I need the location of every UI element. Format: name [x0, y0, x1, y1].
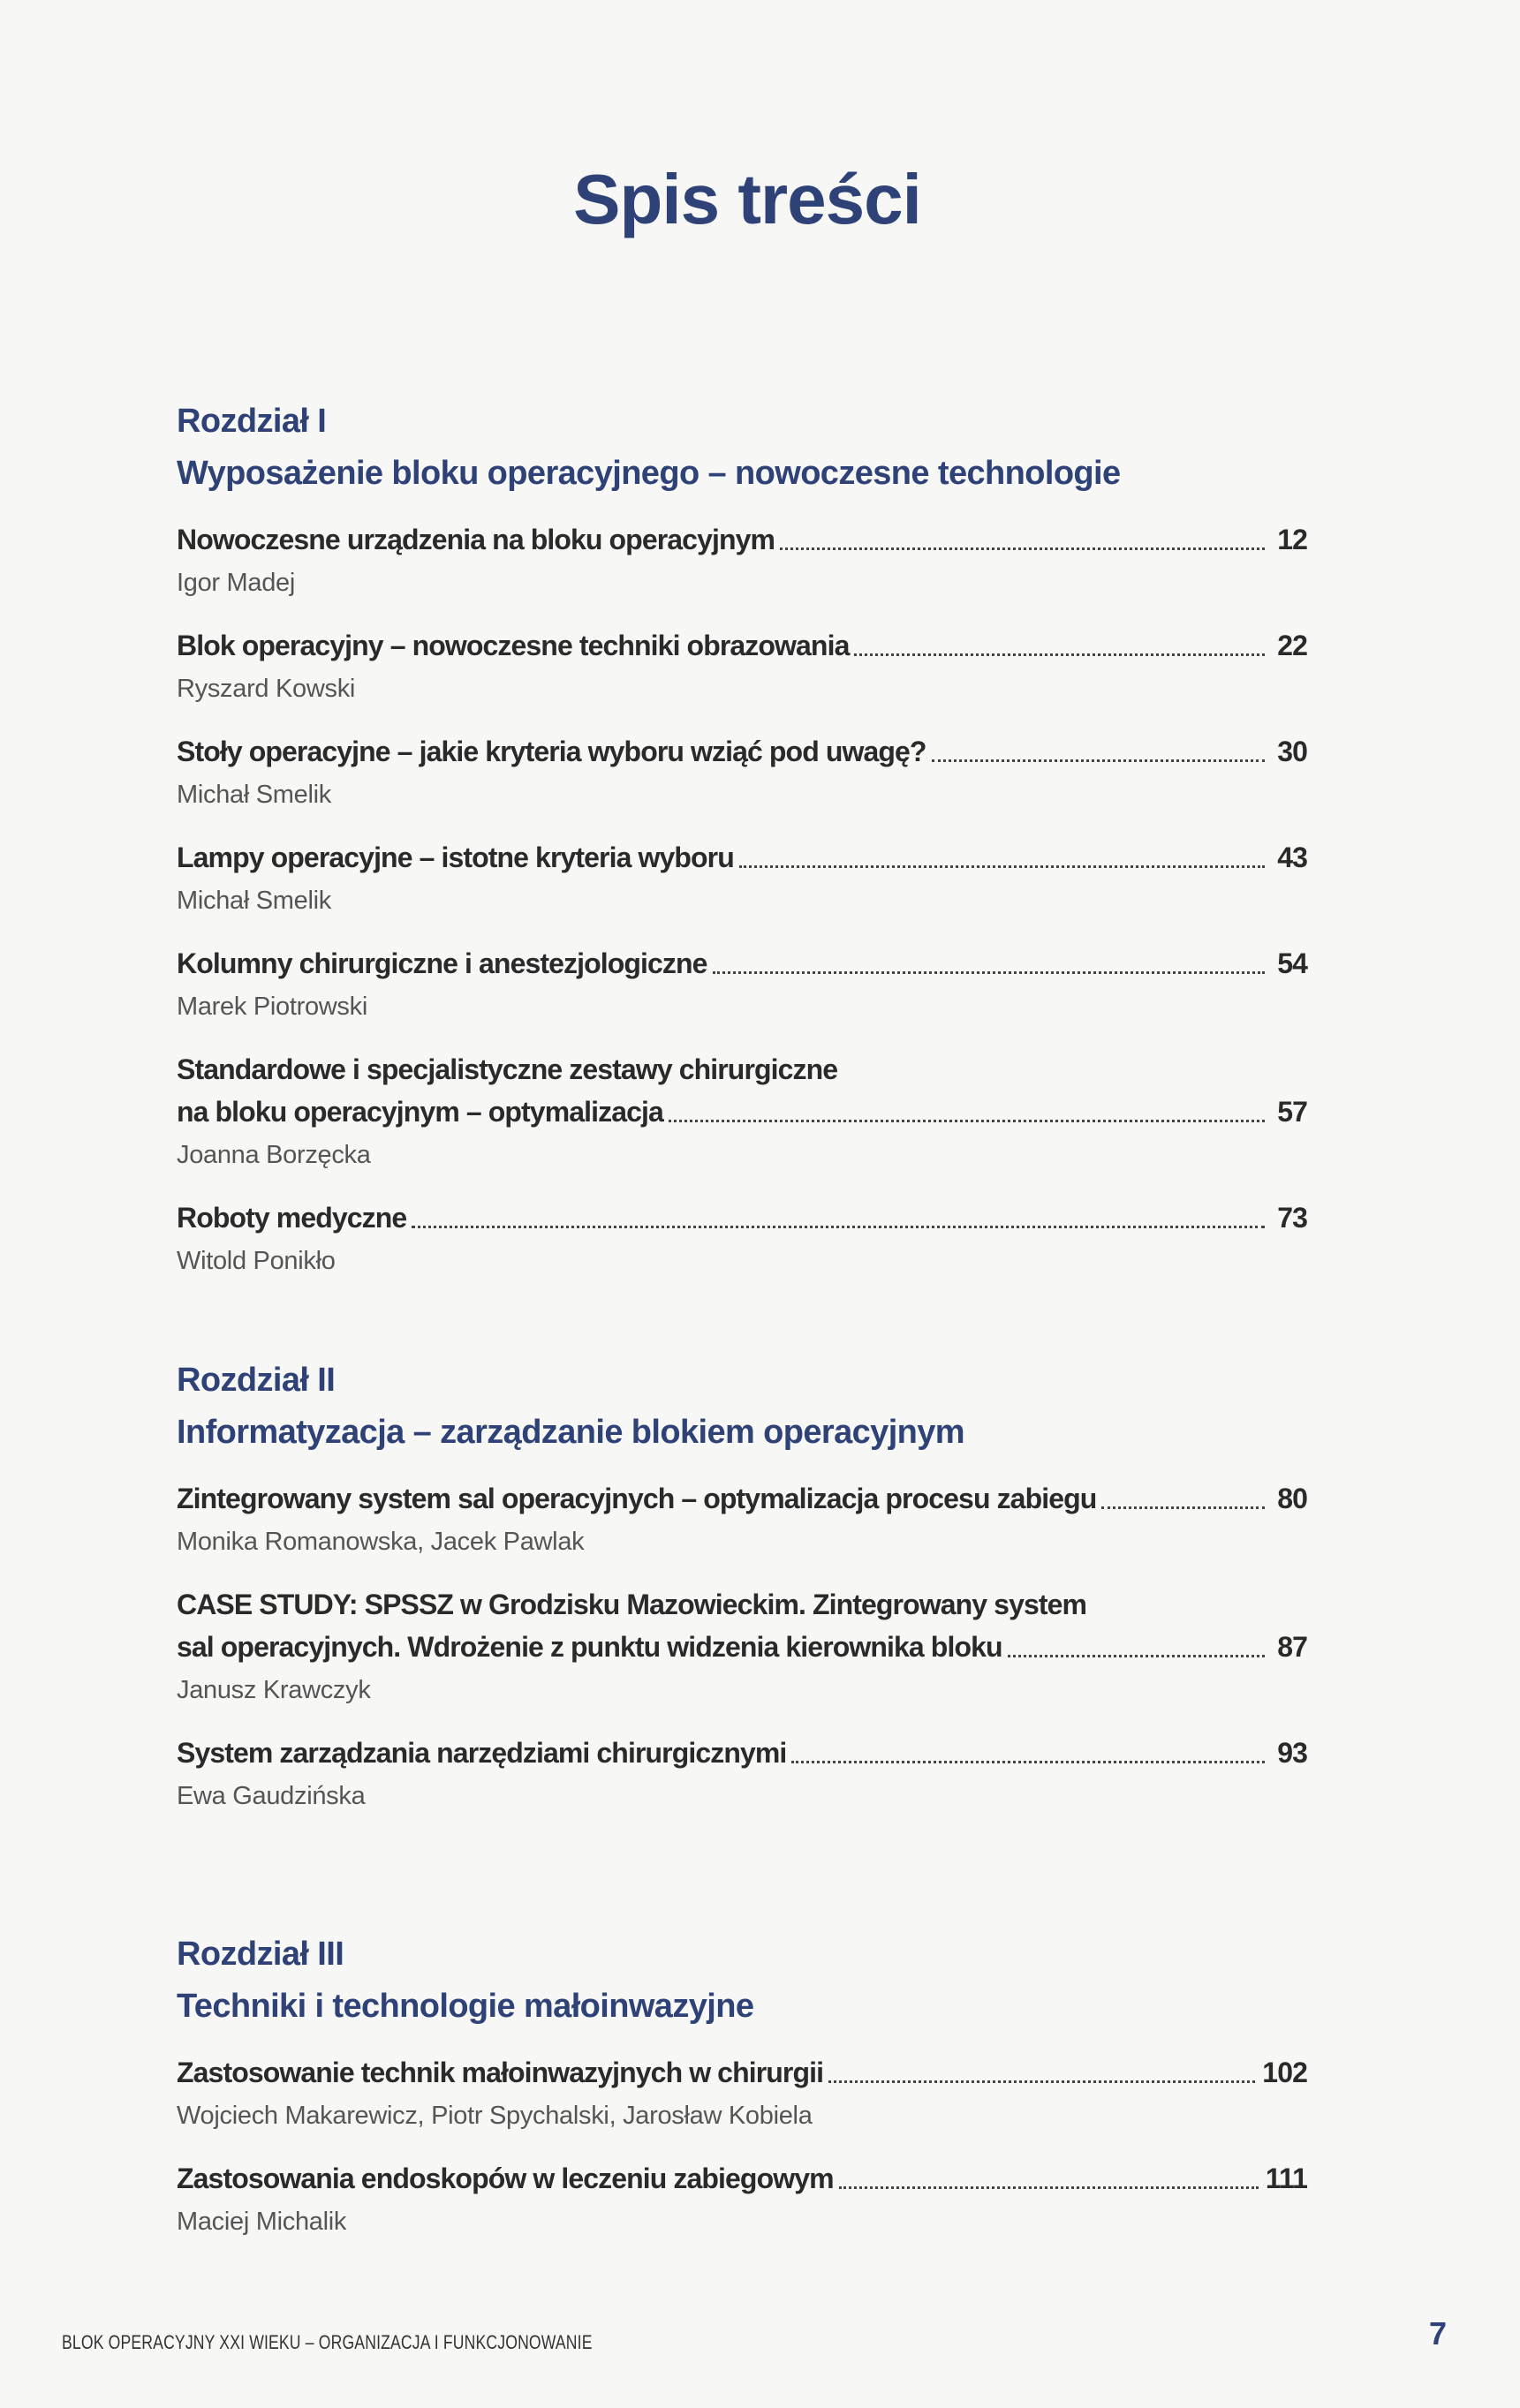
- entry-page-number: 57: [1277, 1096, 1307, 1128]
- entry-page-number: 73: [1277, 1202, 1307, 1234]
- toc-entry[interactable]: [177, 2157, 1307, 2244]
- entry-page-number: 30: [1277, 736, 1307, 767]
- entry-title-line1: Standardowe i specjalistyczne zestawy chirurgiczne: [177, 1053, 838, 1085]
- dot-leader: [1008, 1655, 1265, 1657]
- chapter-label: Rozdział III: [177, 1936, 344, 1973]
- entry-title: na bloku operacyjnym – optymalizacja: [177, 1096, 663, 1128]
- toc-entry[interactable]: [177, 942, 1307, 1029]
- dot-leader: [739, 865, 1265, 868]
- chapter-heading: [177, 396, 1307, 500]
- entry-author: Ryszard Kowski: [177, 675, 356, 703]
- toc-entry[interactable]: [177, 1196, 1307, 1283]
- toc-entry[interactable]: [177, 836, 1307, 923]
- dot-leader: [713, 971, 1265, 974]
- dot-leader: [828, 2080, 1255, 2083]
- entry-author: Wojciech Makarewicz, Piotr Spychalski, Jarosław Kobiela: [177, 2102, 813, 2130]
- entry-author: Ewa Gaudzińska: [177, 1782, 366, 1810]
- entry-author: Michał Smelik: [177, 781, 331, 809]
- entry-title: Blok operacyjny – nowoczesne techniki obrazowania: [177, 630, 850, 661]
- chapter-label: Rozdział I: [177, 403, 327, 440]
- entry-title: Zastosowanie technik małoinwazyjnych w chirurgii: [177, 2057, 824, 2088]
- entry-author: Monika Romanowska, Jacek Pawlak: [177, 1528, 585, 1556]
- entry-author: Marek Piotrowski: [177, 993, 367, 1021]
- toc-entry[interactable]: [177, 2051, 1307, 2138]
- entry-author: Joanna Borzęcka: [177, 1141, 371, 1169]
- chapter-title: Informatyzacja – zarządzanie blokiem operacyjnym: [177, 1414, 964, 1451]
- toc-entry[interactable]: [177, 624, 1307, 711]
- page-number: 7: [1429, 2315, 1448, 2351]
- toc-entry[interactable]: [177, 1477, 1307, 1564]
- entry-page-number: 12: [1277, 524, 1307, 555]
- entry-author: Janusz Krawczyk: [177, 1676, 371, 1704]
- entry-title: Lampy operacyjne – istotne kryteria wyboru: [177, 842, 734, 873]
- entry-author: Igor Madej: [177, 569, 296, 597]
- entry-title: Zintegrowany system sal operacyjnych – optymalizacja procesu zabiegu: [177, 1483, 1097, 1514]
- entry-page-number: 54: [1277, 947, 1307, 979]
- dot-leader: [932, 759, 1265, 762]
- entry-page-number: 93: [1277, 1737, 1307, 1769]
- dot-leader: [839, 2186, 1259, 2189]
- entry-page-number: 102: [1262, 2057, 1307, 2088]
- entry-author: Michał Smelik: [177, 887, 331, 915]
- running-footer: BLOK OPERACYJNY XXI WIEKU – ORGANIZACJA I FUNKCJONOWANIE: [62, 2331, 593, 2353]
- entry-page-number: 43: [1277, 842, 1307, 873]
- entry-title-line1: CASE STUDY: SPSSZ w Grodzisku Mazowieckim. Zintegrowany system: [177, 1589, 1087, 1620]
- entry-author: Witold Ponikło: [177, 1247, 336, 1275]
- dot-leader: [669, 1120, 1265, 1122]
- entry-title: Nowoczesne urządzenia na bloku operacyjnym: [177, 524, 775, 555]
- entry-title: Kolumny chirurgiczne i anestezjologiczne: [177, 947, 707, 979]
- chapter-label: Rozdział II: [177, 1362, 336, 1399]
- page-title: Spis treści: [573, 160, 921, 238]
- toc-entry[interactable]: [177, 1048, 1307, 1177]
- entry-title: System zarządzania narzędziami chirurgicznymi: [177, 1737, 787, 1769]
- toc-entry[interactable]: [177, 730, 1307, 817]
- dot-leader: [780, 547, 1265, 550]
- chapter-section: [177, 396, 1307, 1302]
- chapter-heading: [177, 1355, 1307, 1459]
- entry-page-number: 22: [1277, 630, 1307, 661]
- entry-author: Maciej Michalik: [177, 2208, 347, 2236]
- chapter-heading: [177, 1929, 1307, 2033]
- entry-page-number: 80: [1277, 1483, 1307, 1514]
- entry-title: Roboty medyczne: [177, 1202, 407, 1234]
- entry-title: Stoły operacyjne – jakie kryteria wyboru wziąć pod uwagę?: [177, 736, 926, 767]
- chapter-section: [177, 1355, 1307, 1838]
- entry-page-number: 111: [1265, 2163, 1307, 2194]
- chapter-title: Wyposażenie bloku operacyjnego – nowoczesne technologie: [177, 455, 1121, 492]
- toc-entry[interactable]: [177, 518, 1307, 605]
- entry-page-number: 87: [1277, 1631, 1307, 1663]
- dot-leader: [412, 1226, 1265, 1228]
- entry-title: Zastosowania endoskopów w leczeniu zabiegowym: [177, 2163, 834, 2194]
- chapter-section: [177, 1929, 1307, 2263]
- dot-leader: [854, 653, 1265, 656]
- dot-leader: [1101, 1506, 1265, 1509]
- entry-title: sal operacyjnych. Wdrożenie z punktu widzenia kierownika bloku: [177, 1631, 1002, 1663]
- toc-entry[interactable]: [177, 1732, 1307, 1818]
- toc-entry[interactable]: [177, 1583, 1307, 1712]
- chapter-title: Techniki i technologie małoinwazyjne: [177, 1988, 754, 2025]
- dot-leader: [791, 1761, 1265, 1763]
